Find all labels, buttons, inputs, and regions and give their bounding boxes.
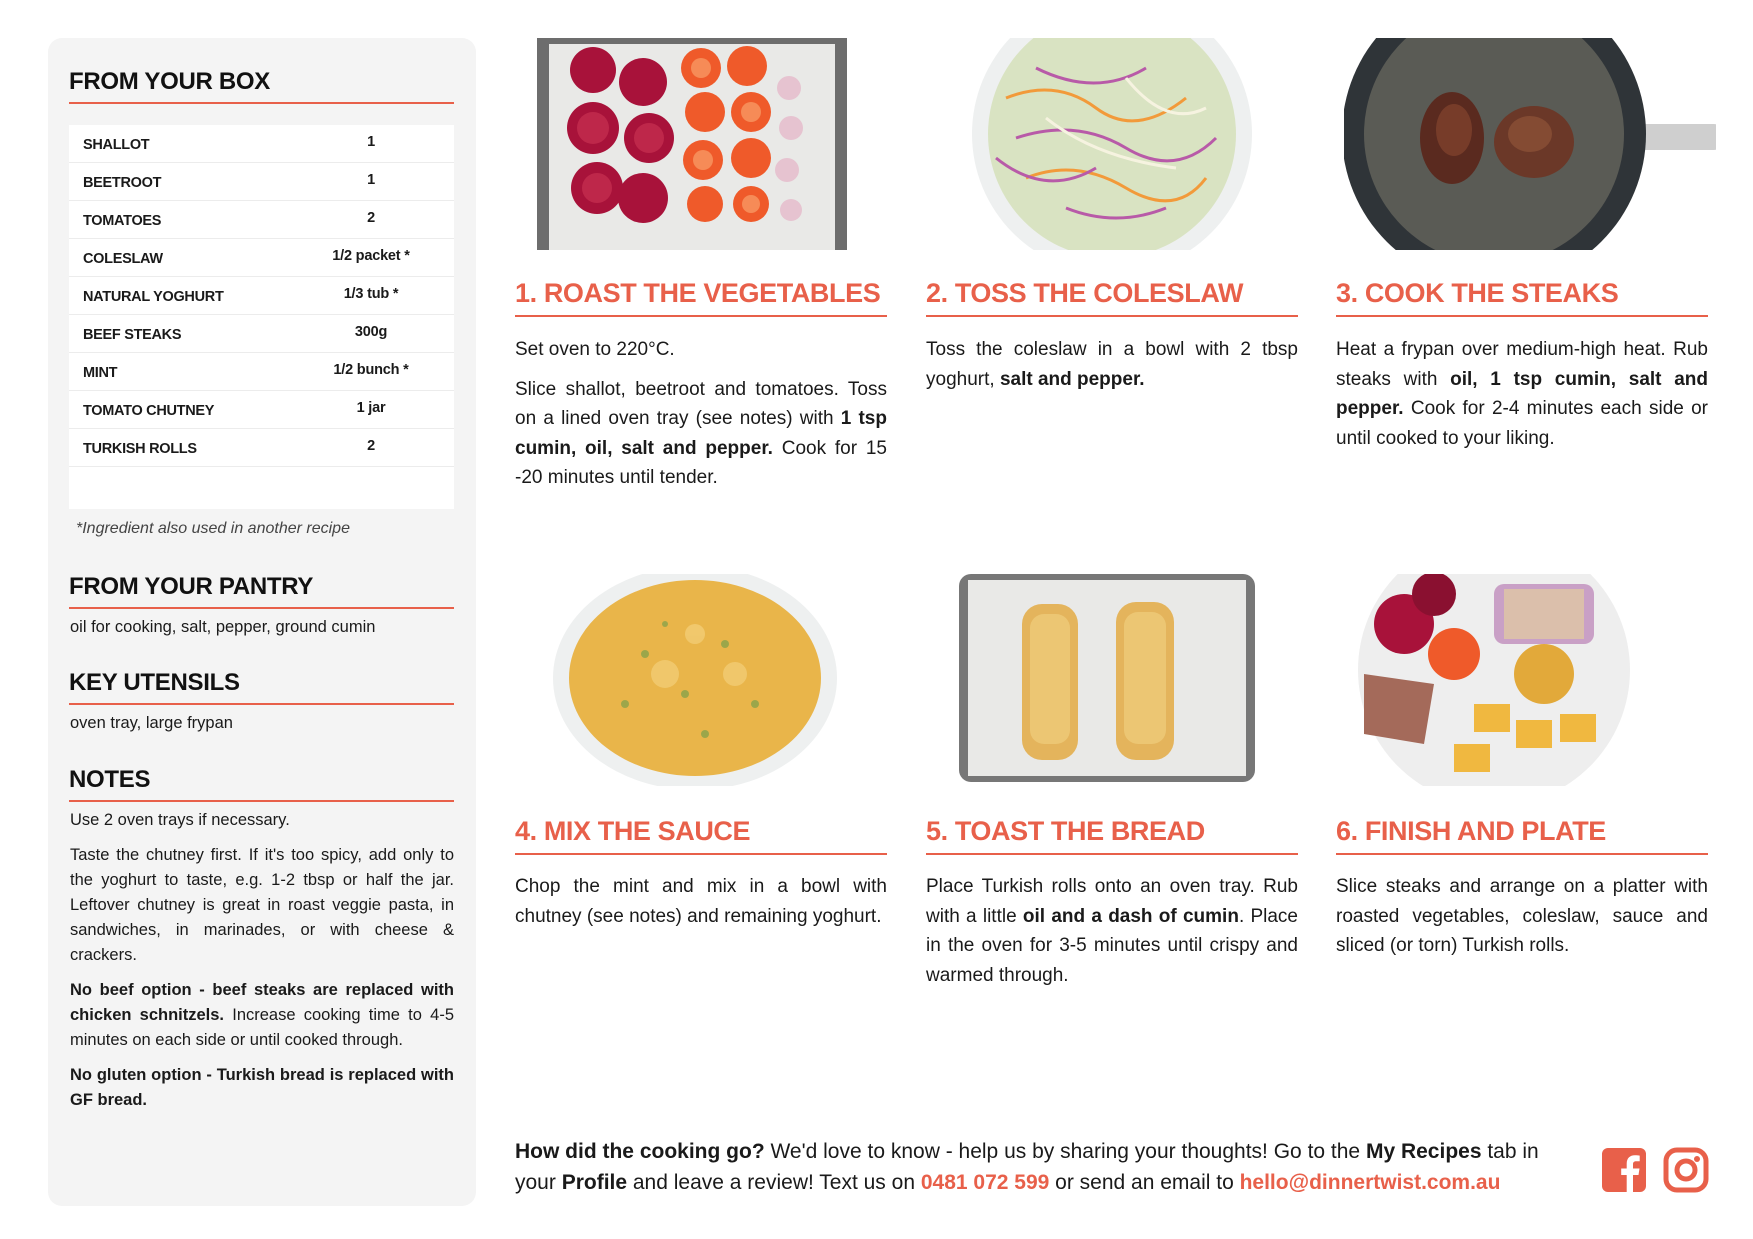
- ingredient-qty: 1: [367, 134, 375, 150]
- ingredient-row: [69, 163, 454, 201]
- plate-photo: [1344, 574, 1716, 786]
- step-3-title: 3. COOK THE STEAKS: [1336, 278, 1708, 317]
- step-5-body: [926, 872, 1298, 1000]
- footer-text: and leave a review! Text us on: [627, 1171, 921, 1194]
- ingredient-row: [69, 353, 454, 391]
- ingredient-row: [69, 239, 454, 277]
- step-text-span: Toss the coleslaw in a bowl with 2 tbsp yoghurt,: [926, 339, 1298, 390]
- note-bold: No beef option - beef steaks are replaced with chicken schnitzels.: [70, 981, 454, 1024]
- step-5-title: 5. TOAST THE BREAD: [926, 816, 1298, 855]
- step-6-body: [1336, 872, 1708, 971]
- ingredient-note: *Ingredient also used in another recipe: [76, 520, 350, 537]
- note-paragraph: Taste the chutney first. If it's too spicy, add only to the yoghurt to taste, e.g. 1-2 tbsp or half the jar. Leftover chutney is great in roast veggie pasta, in sandwiches, in marinades, or with cheese & crackers.: [70, 846, 454, 964]
- from-your-box-heading: FROM YOUR BOX: [69, 68, 454, 104]
- key-utensils-heading: KEY UTENSILS: [69, 669, 454, 705]
- ingredient-name: COLESLAW: [83, 251, 163, 267]
- ingredient-row: [69, 201, 454, 239]
- step-text: [926, 872, 1298, 990]
- ingredient-name: MINT: [83, 365, 118, 381]
- ingredient-qty: 1/2 bunch *: [333, 362, 409, 378]
- notes-body: [70, 808, 454, 1123]
- roast-vegetables-photo: [515, 38, 887, 250]
- ingredient-name: BEEF STEAKS: [83, 327, 182, 343]
- utensils-text: oven tray, large frypan: [70, 714, 233, 732]
- ingredient-qty: 2: [367, 210, 375, 226]
- ingredient-row: [69, 391, 454, 429]
- from-your-pantry-heading: FROM YOUR PANTRY: [69, 573, 454, 609]
- step-text-bold: oil, 1 tsp cumin, salt and pepper.: [1336, 368, 1708, 419]
- facebook-icon[interactable]: [1600, 1146, 1648, 1194]
- ingredient-qty: 300g: [354, 324, 388, 340]
- ingredients-table: [69, 125, 454, 509]
- step-text-span: Heat a frypan over medium-high heat. Rub steaks with: [1336, 339, 1708, 390]
- sauce-photo: [515, 574, 887, 786]
- ingredient-row: [69, 277, 454, 315]
- step-text-span: Slice shallot, beetroot and tomatoes. Toss on a lined oven tray (see notes) with: [515, 378, 887, 429]
- ingredient-name: TURKISH ROLLS: [83, 441, 197, 457]
- step-text-span: Cook for 15 -20 minutes until tender.: [515, 437, 887, 488]
- my-recipes-label: My Recipes: [1365, 1140, 1482, 1163]
- notes-heading: NOTES: [69, 766, 454, 802]
- ingredient-name: SHALLOT: [83, 137, 150, 153]
- pantry-text: oil for cooking, salt, pepper, ground cumin: [70, 618, 376, 636]
- note-text: Increase cooking time to 4-5 minutes on each side or until cooked through.: [70, 1006, 455, 1049]
- ingredient-name: NATURAL YOGHURT: [83, 289, 224, 305]
- coleslaw-photo: [926, 38, 1298, 250]
- footer-text: tab in your: [515, 1140, 1539, 1194]
- ingredient-qty: 1/3 tub *: [343, 286, 399, 302]
- ingredient-row: [69, 315, 454, 353]
- steaks-photo: [1344, 38, 1716, 250]
- profile-label: Profile: [561, 1171, 628, 1194]
- email-link[interactable]: hello@dinnertwist.com.au: [1239, 1171, 1501, 1194]
- note-paragraph: [70, 978, 454, 1053]
- step-text-span: Place Turkish rolls onto an oven tray. Rub with a little: [926, 876, 1298, 927]
- step-4-body: [515, 872, 887, 941]
- footer-question: How did the cooking go?: [515, 1140, 765, 1163]
- ingredient-name: TOMATO CHUTNEY: [83, 403, 215, 419]
- phone-link[interactable]: 0481 072 599: [920, 1171, 1050, 1194]
- step-6-title: 6. FINISH AND PLATE: [1336, 816, 1708, 855]
- step-text: Slice steaks and arrange on a platter with roasted vegetables, coleslaw, sauce and sliced (or torn) Turkish rolls.: [1336, 876, 1708, 956]
- bread-photo: [926, 574, 1298, 786]
- ingredient-qty: 1: [367, 172, 375, 188]
- step-4-title: 4. MIX THE SAUCE: [515, 816, 887, 855]
- feedback-footer: [515, 1136, 1575, 1198]
- ingredient-row: [69, 429, 454, 467]
- step-text: [926, 335, 1298, 394]
- note-paragraph: Use 2 oven trays if necessary.: [70, 811, 290, 829]
- ingredient-row: [69, 125, 454, 163]
- step-text-span: Cook for 2-4 minutes each side or until cooked to your liking.: [1336, 398, 1708, 449]
- step-text: [515, 375, 887, 493]
- step-text-bold: salt and pepper.: [999, 368, 1145, 390]
- sidebar: [48, 38, 476, 1206]
- step-2-body: [926, 335, 1298, 404]
- ingredient-qty: 1/2 packet *: [332, 248, 410, 264]
- note-paragraph: No gluten option - Turkish bread is replaced with GF bread.: [70, 1066, 454, 1109]
- ingredient-name: TOMATOES: [83, 213, 162, 229]
- step-text: Chop the mint and mix in a bowl with chutney (see notes) and remaining yoghurt.: [515, 876, 887, 927]
- instagram-icon[interactable]: [1662, 1146, 1710, 1194]
- ingredient-qty: 1 jar: [356, 400, 386, 416]
- step-text-bold: 1 tsp cumin, oil, salt and pepper.: [515, 408, 887, 459]
- step-3-body: [1336, 335, 1708, 463]
- step-text-span: . Place in the oven for 3-5 minutes until crispy and warmed through.: [926, 905, 1298, 986]
- step-1-body: [515, 335, 887, 503]
- step-1-title: 1. ROAST THE VEGETABLES: [515, 278, 887, 317]
- step-2-title: 2. TOSS THE COLESLAW: [926, 278, 1298, 317]
- footer-text: or send an email to: [1049, 1171, 1240, 1194]
- ingredient-qty: 2: [367, 438, 375, 454]
- step-text-bold: oil and a dash of cumin: [1022, 905, 1239, 927]
- step-text: [1336, 335, 1708, 453]
- ingredient-name: BEETROOT: [83, 175, 162, 191]
- footer-text: We'd love to know - help us by sharing your thoughts! Go to the: [764, 1140, 1366, 1163]
- step-text: Set oven to 220°C.: [515, 339, 675, 360]
